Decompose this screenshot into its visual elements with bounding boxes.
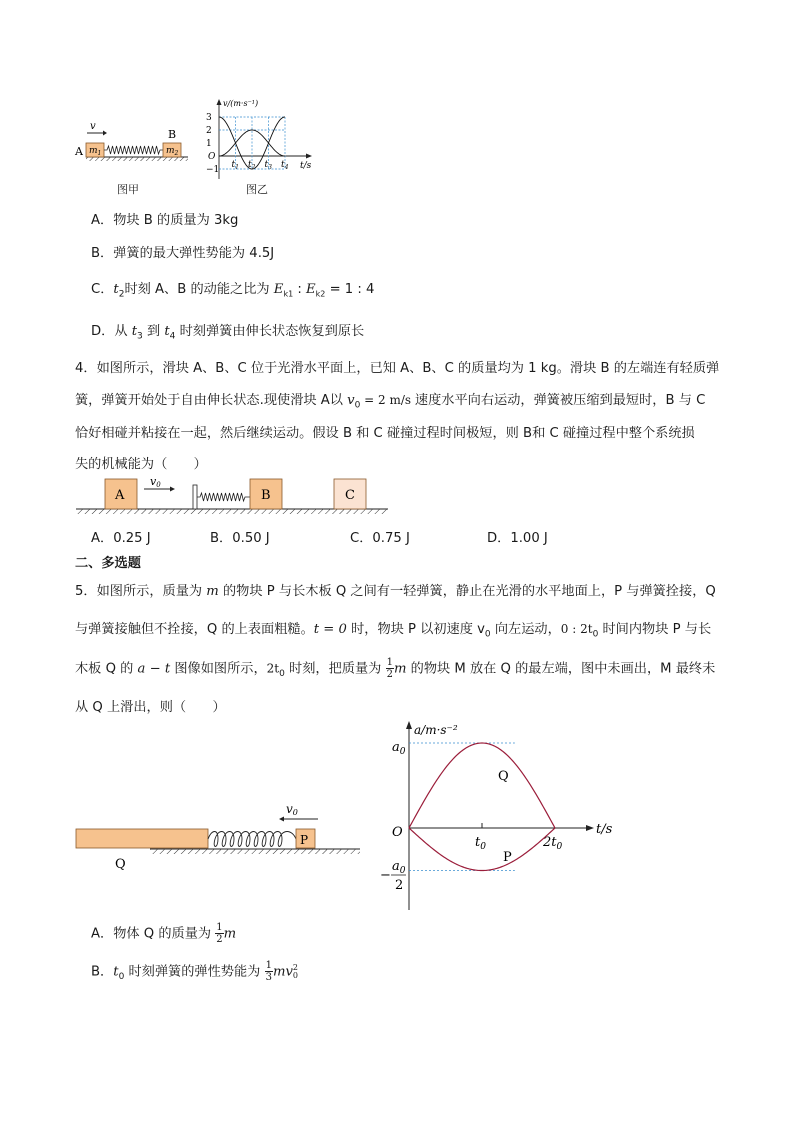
q4-spring-plate bbox=[193, 485, 197, 509]
q5-ground-hatch bbox=[150, 849, 360, 854]
at-curve-q-label: Q bbox=[498, 769, 509, 784]
q5-figure bbox=[70, 795, 370, 875]
q4-line-4: 失的机械能为（ ） bbox=[75, 457, 207, 472]
vt-y-tick: 2 bbox=[206, 126, 212, 136]
q5-board-label: Q bbox=[115, 857, 126, 872]
q4-line-1: 4．如图所示，滑块 A、B、C 位于光滑水平面上，已知 A、B、C 的质量均为 1 kg。滑块 B 的左端连有轻质弹 bbox=[75, 361, 720, 376]
q5-line-2: 与弹簧接触但不拴接，Q 的上表面粗糙。t = 0 时，物块 P 以初速度 $v_0$ 向左运动，0 : $2t_0$ 时间内物块 P 与长 bbox=[75, 622, 712, 640]
at-neg-den: 2 bbox=[395, 878, 404, 893]
at-graph bbox=[370, 715, 620, 915]
q5-block-label: P bbox=[300, 833, 309, 847]
at-t0-label: $t_0$ bbox=[475, 835, 486, 852]
v-arrow-label: v bbox=[90, 121, 96, 132]
q5-spring bbox=[208, 832, 296, 847]
q5-line-3: 木板 Q 的 a − t 图像如图所示，$2t_0$ 时刻，把质量为 $\frac{1}{2}$ m 的物块 M 放在 Q 的最左端，图中未画出，M 最终未 bbox=[75, 657, 716, 680]
q5-v0-label: v0 bbox=[286, 802, 298, 817]
at-y-label: a/m·s⁻² bbox=[414, 723, 458, 737]
q4-v0-label: v0 bbox=[150, 475, 161, 489]
q3-option-a: A．物块 B 的质量为 3kg bbox=[91, 213, 239, 228]
vt-x-tick: $t_4$ bbox=[281, 160, 289, 171]
q5-option-a: A．物体 Q 的质量为 $\frac{1}{2}$ m bbox=[91, 922, 237, 945]
q3-option-d: D．从 $t_3$ 到 $t_4$ 时刻弹簧由伸长状态恢复到原长 bbox=[91, 324, 365, 342]
q4-option-d: D．1.00 J bbox=[487, 531, 548, 546]
vt-x-tick: $t_3$ bbox=[264, 160, 272, 171]
at-origin: O bbox=[392, 825, 403, 840]
q5-option-b: B．$t_0$ 时刻弹簧的弹性势能为 $\frac{1}{3}$ mv 2 0 bbox=[91, 960, 298, 983]
vt-y-tick: 3 bbox=[206, 113, 212, 123]
at-neg-num: $a_0$ bbox=[392, 859, 406, 876]
vt-y-label: v/(m·s⁻¹) bbox=[223, 99, 259, 108]
label-B: B bbox=[168, 128, 177, 141]
q4-spring bbox=[197, 493, 250, 501]
q5-line-4: 从 Q 上滑出，则（ ） bbox=[75, 700, 226, 715]
q3-option-b: B．弹簧的最大弹性势能为 4.5J bbox=[91, 246, 275, 261]
at-2t0-label: $2t_0$ bbox=[543, 835, 563, 852]
q3-option-c: C．$t_2$时刻 A、B 的动能之比为 $E_{k1}$ : $E_{k2} = 1$ : 4 bbox=[91, 282, 375, 300]
at-x-label: t/s bbox=[596, 822, 613, 837]
ground-hatch bbox=[86, 157, 188, 161]
svg-text:C: C bbox=[345, 488, 355, 503]
svg-text:B: B bbox=[261, 488, 271, 503]
q4-option-c: C．0.75 J bbox=[350, 531, 410, 546]
vt-y-tick: 1 bbox=[206, 139, 212, 149]
at-curve-p-label: P bbox=[503, 850, 512, 865]
q5-board-q bbox=[76, 829, 208, 848]
q4-ground-hatch bbox=[76, 509, 388, 514]
q4-line-2: 簧，弹簧开始处于自由伸长状态.现使滑块 A以 $v_0 = 2$ m/s 速度水平向右运动，弹簧被压缩到最短时，B 与 C bbox=[75, 393, 706, 411]
block-m2-text: $m_2$ bbox=[166, 146, 179, 157]
vt-x-label: t/s bbox=[300, 161, 312, 171]
vt-graph bbox=[196, 95, 326, 185]
at-neg-minus: − bbox=[380, 868, 391, 883]
q5-line-1: 5．如图所示，质量为 m 的物块 P 与长木板 Q 之间有一轻弹簧，静止在光滑的水平地面上，P 与弹簧拴接，Q bbox=[75, 584, 716, 599]
caption-jia: 图甲 bbox=[117, 183, 139, 196]
section-heading-multi-choice: 二、多选题 bbox=[75, 556, 141, 571]
at-curve-q bbox=[409, 743, 555, 828]
block-m1-text: $m_1$ bbox=[89, 146, 102, 157]
q4-option-a: A．0.25 J bbox=[91, 531, 151, 546]
label-A: A bbox=[75, 145, 83, 158]
svg-text:A: A bbox=[115, 488, 125, 503]
vt-x-tick: $t_2$ bbox=[248, 160, 256, 171]
q4-line-3: 恰好相碰并粘接在一起，然后继续运动。假设 B 和 C 碰撞过程时间极短，则 B和 C 碰撞过程中整个系统损 bbox=[75, 426, 695, 441]
at-a0-label: $a_0$ bbox=[392, 740, 406, 757]
spring bbox=[104, 146, 163, 154]
vt-x-tick: $t_1$ bbox=[231, 160, 239, 171]
vt-origin: O bbox=[208, 152, 216, 162]
caption-yi: 图乙 bbox=[246, 183, 268, 196]
q4-figure bbox=[70, 472, 400, 518]
q4-option-b: B．0.50 J bbox=[210, 531, 270, 546]
vt-y-tick: −1 bbox=[206, 165, 220, 175]
